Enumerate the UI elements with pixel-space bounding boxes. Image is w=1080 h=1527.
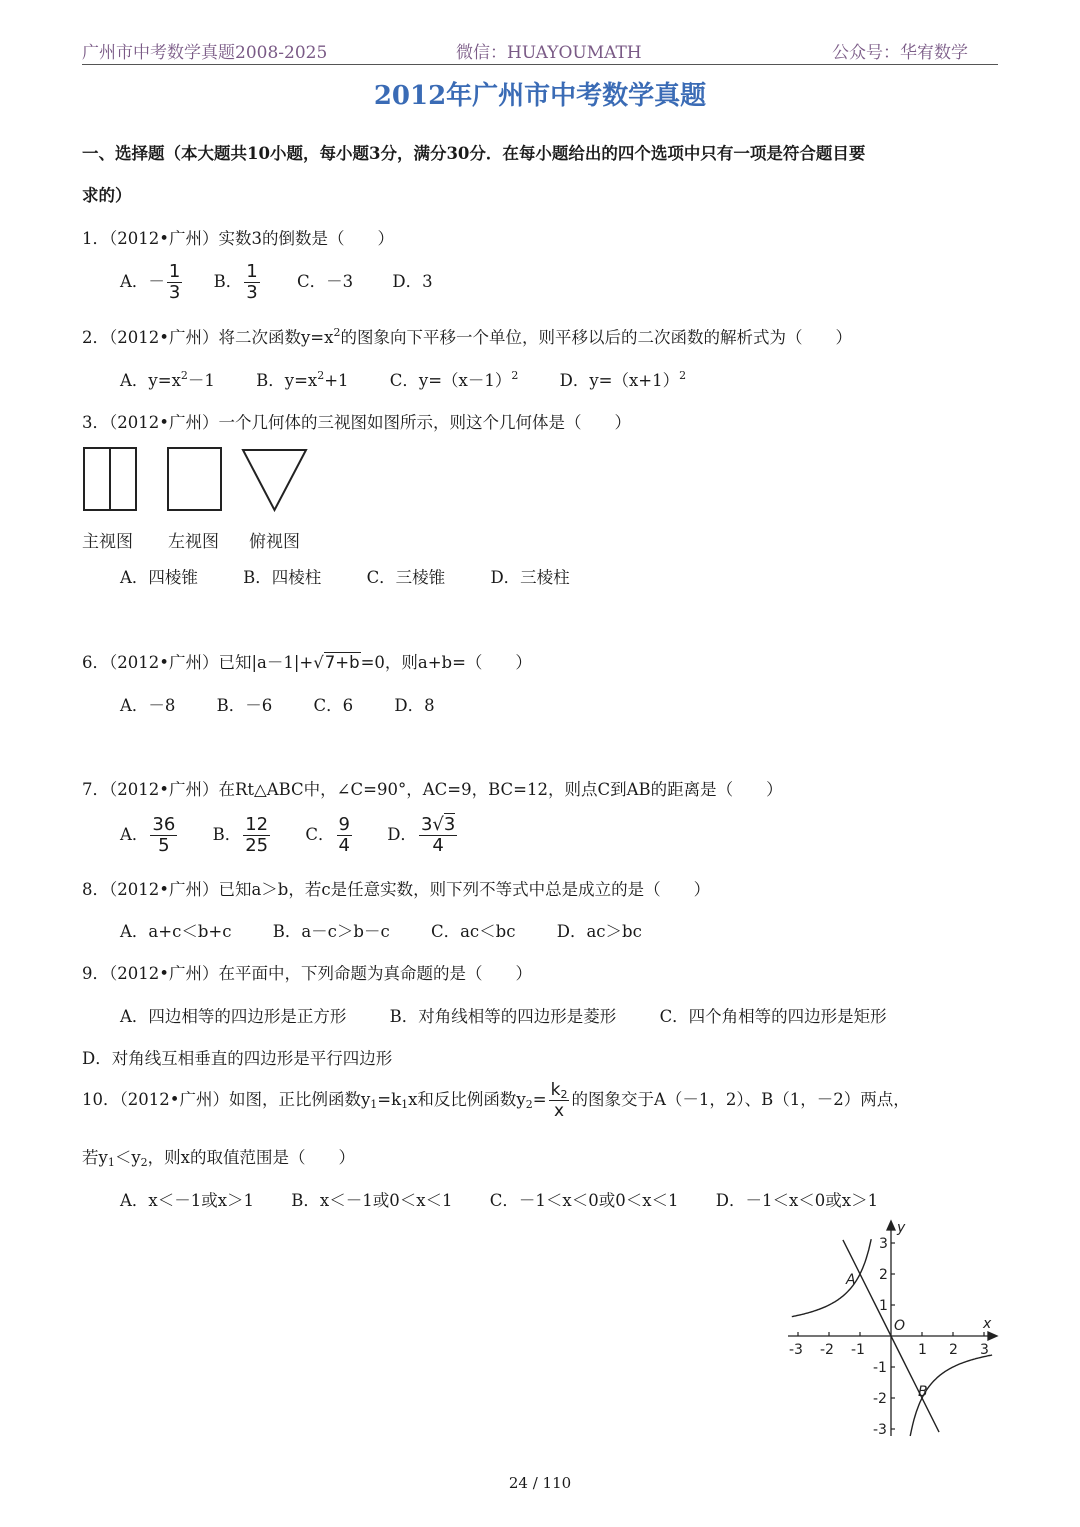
q3-option-b: B．四棱柱: [243, 568, 322, 587]
y-axis-arrow: [887, 1221, 895, 1230]
q2-option-c: C．$y=(x-1)^2$: [389, 369, 519, 390]
front-view-label: 主视图: [82, 532, 133, 552]
question-9-options-row1: [120, 1003, 887, 1027]
q6-option-a: A．－8: [120, 696, 176, 715]
question-8-stem: 8．（2012•广州）已知a＞b，若c是任意实数，则下列不等式中总是成立的是（ ）: [82, 880, 711, 899]
q9-option-b: B．对角线相等的四边形是菱形: [389, 1007, 617, 1026]
x-tick-label: 3: [980, 1342, 989, 1358]
y-tick-label: 2: [879, 1267, 888, 1283]
q10-option-c: C．－1＜x＜0或0＜x＜1: [489, 1191, 679, 1210]
q3-option-a: A．四棱锥: [120, 568, 198, 587]
x-tick-label: -2: [820, 1342, 834, 1358]
q1-option-d: D．3: [392, 272, 433, 291]
q7-option-d-fraction: $\frac{3√3}{4}$: [420, 814, 456, 856]
side-view-label: 左视图: [168, 532, 219, 552]
top-view-figure: [243, 450, 306, 510]
q7-option-c-fraction: $\frac{9}{4}$: [338, 814, 350, 856]
question-8-options: [120, 918, 642, 942]
x-axis-arrow: [988, 1332, 997, 1340]
top-view-label: 俯视图: [249, 532, 300, 552]
question-9-stem: 9．（2012•广州）在平面中，下列命题为真命题的是（ ）: [82, 964, 532, 983]
page-number: 24 / 110: [508, 1474, 572, 1492]
q3-option-d: D．三棱柱: [490, 568, 570, 587]
x-tick-label: -1: [851, 1342, 865, 1358]
q7-option-b-label: B．: [212, 825, 242, 844]
front-view-figure: [84, 448, 136, 510]
question-1-options: [120, 262, 433, 303]
q7-option-c-label: C．: [305, 825, 335, 844]
y-tick-label: -3: [873, 1422, 887, 1438]
header-left: 广州市中考数学真题2008-2025: [82, 43, 328, 63]
q2-option-a: A．$y=x^2-1$: [120, 369, 215, 390]
q7-option-a-fraction: $\frac{36}{5}$: [152, 814, 176, 856]
question-7-stem: 7．（2012•广州）在Rt△ABC中，∠C=90°，AC=9，BC=12，则点C到AB的距离是（ ）: [82, 780, 783, 799]
x-tick-label: 1: [918, 1342, 927, 1358]
question-3-stem: 3．（2012•广州）一个几何体的三视图如图所示，则这个几何体是（ ）: [82, 413, 631, 432]
function-graph: [780, 1218, 1005, 1440]
q6-option-b: B．－6: [216, 696, 273, 715]
question-2-options: [120, 367, 686, 391]
q10-option-a: A．x＜－1或x＞1: [120, 1191, 255, 1210]
q7-option-b-fraction: $\frac{12}{25}$: [245, 814, 269, 856]
q2-option-d: D．$y=(x+1)^2$: [559, 369, 687, 390]
q7-option-a-label: A．: [120, 825, 149, 844]
three-view-figure: [80, 444, 310, 516]
q3-option-c: C．三棱锥: [366, 568, 446, 587]
point-b-label: B: [918, 1384, 928, 1400]
question-10-stem: 10．（2012•广州）如图，正比例函数$y_1=k_1x$和反比例函数$y_2=$ $\frac{k_2}{x}$ 的图象交于A（－1，2）、B（1，－2）两点，: [82, 1080, 910, 1121]
y-tick-label: 1: [879, 1298, 888, 1314]
q10-option-b: B．x＜－1或0＜x＜1: [291, 1191, 453, 1210]
q1-option-c: C．－3: [296, 272, 354, 291]
y-tick-label: -2: [873, 1391, 887, 1407]
q1-option-a-label: A．－: [120, 272, 165, 291]
q7-option-d-label: D．: [387, 825, 417, 844]
y-tick-label: 3: [879, 1236, 888, 1252]
q1-option-b-fraction: $\frac{1}{3}$: [246, 261, 258, 303]
q1-option-b-label: B．: [213, 272, 243, 291]
q10-fraction: $\frac{k_2}{x}$: [550, 1080, 568, 1121]
question-6-options: [120, 692, 435, 716]
page-title: 2012年广州市中考数学真题: [373, 81, 707, 111]
q6-option-d: D．8: [394, 696, 435, 715]
section-heading-line2: 求的）: [82, 186, 132, 205]
question-10-stem-line2: 若$y_1<y_2$，则x的取值范围是（ ）: [82, 1148, 355, 1169]
y-tick-label: -1: [873, 1360, 887, 1376]
q1-option-a-fraction: $\frac{1}{3}$: [168, 261, 181, 303]
question-6-stem: 6．（2012•广州）已知|a－1|+√7+b=0，则a+b=（ ）: [82, 653, 532, 672]
q8-option-b: B．a－c＞b－c: [272, 922, 390, 941]
q9-option-d: D．对角线互相垂直的四边形是平行四边形: [82, 1049, 393, 1068]
q10-option-d: D．－1＜x＜0或x＞1: [715, 1191, 879, 1210]
header-center: 微信：HUAYOUMATH: [456, 43, 642, 63]
question-1-stem: 1．（2012•广州）实数3的倒数是（ ）: [82, 229, 394, 248]
q9-option-a: A．四边相等的四边形是正方形: [120, 1007, 347, 1026]
q9-option-c: C．四个角相等的四边形是矩形: [659, 1007, 887, 1026]
question-3-options: [120, 564, 570, 588]
q8-option-c: C．ac＜bc: [430, 922, 516, 941]
section-heading-line1: 一、选择题（本大题共10小题，每小题3分，满分30分．在每小题给出的四个选项中只有一项是符合题目要: [82, 144, 866, 163]
header-right: 公众号：华宥数学: [832, 43, 968, 63]
origin-label: O: [894, 1318, 906, 1334]
question-7-options: [120, 815, 459, 856]
side-view-figure: [168, 448, 221, 510]
question-10-options: [120, 1187, 878, 1211]
hyperbola-branch-left: [792, 1239, 871, 1317]
x-axis-label: x: [983, 1316, 992, 1332]
question-2-stem: 2．（2012•广州）将二次函数$y=x^2$的图象向下平移一个单位，则平移以后的二次函数的解析式为（ ）: [82, 326, 852, 347]
q8-option-d: D．ac＞bc: [556, 922, 642, 941]
x-tick-label: 2: [949, 1342, 958, 1358]
y-axis-label: y: [897, 1220, 906, 1236]
q2-option-b: B．$y=x^2+1$: [256, 369, 349, 390]
q8-option-a: A．a+c＜b+c: [120, 922, 232, 941]
point-a-label: A: [846, 1272, 856, 1288]
q6-option-c: C．6: [313, 696, 354, 715]
header-divider: [82, 64, 998, 65]
x-tick-label: -3: [789, 1342, 803, 1358]
